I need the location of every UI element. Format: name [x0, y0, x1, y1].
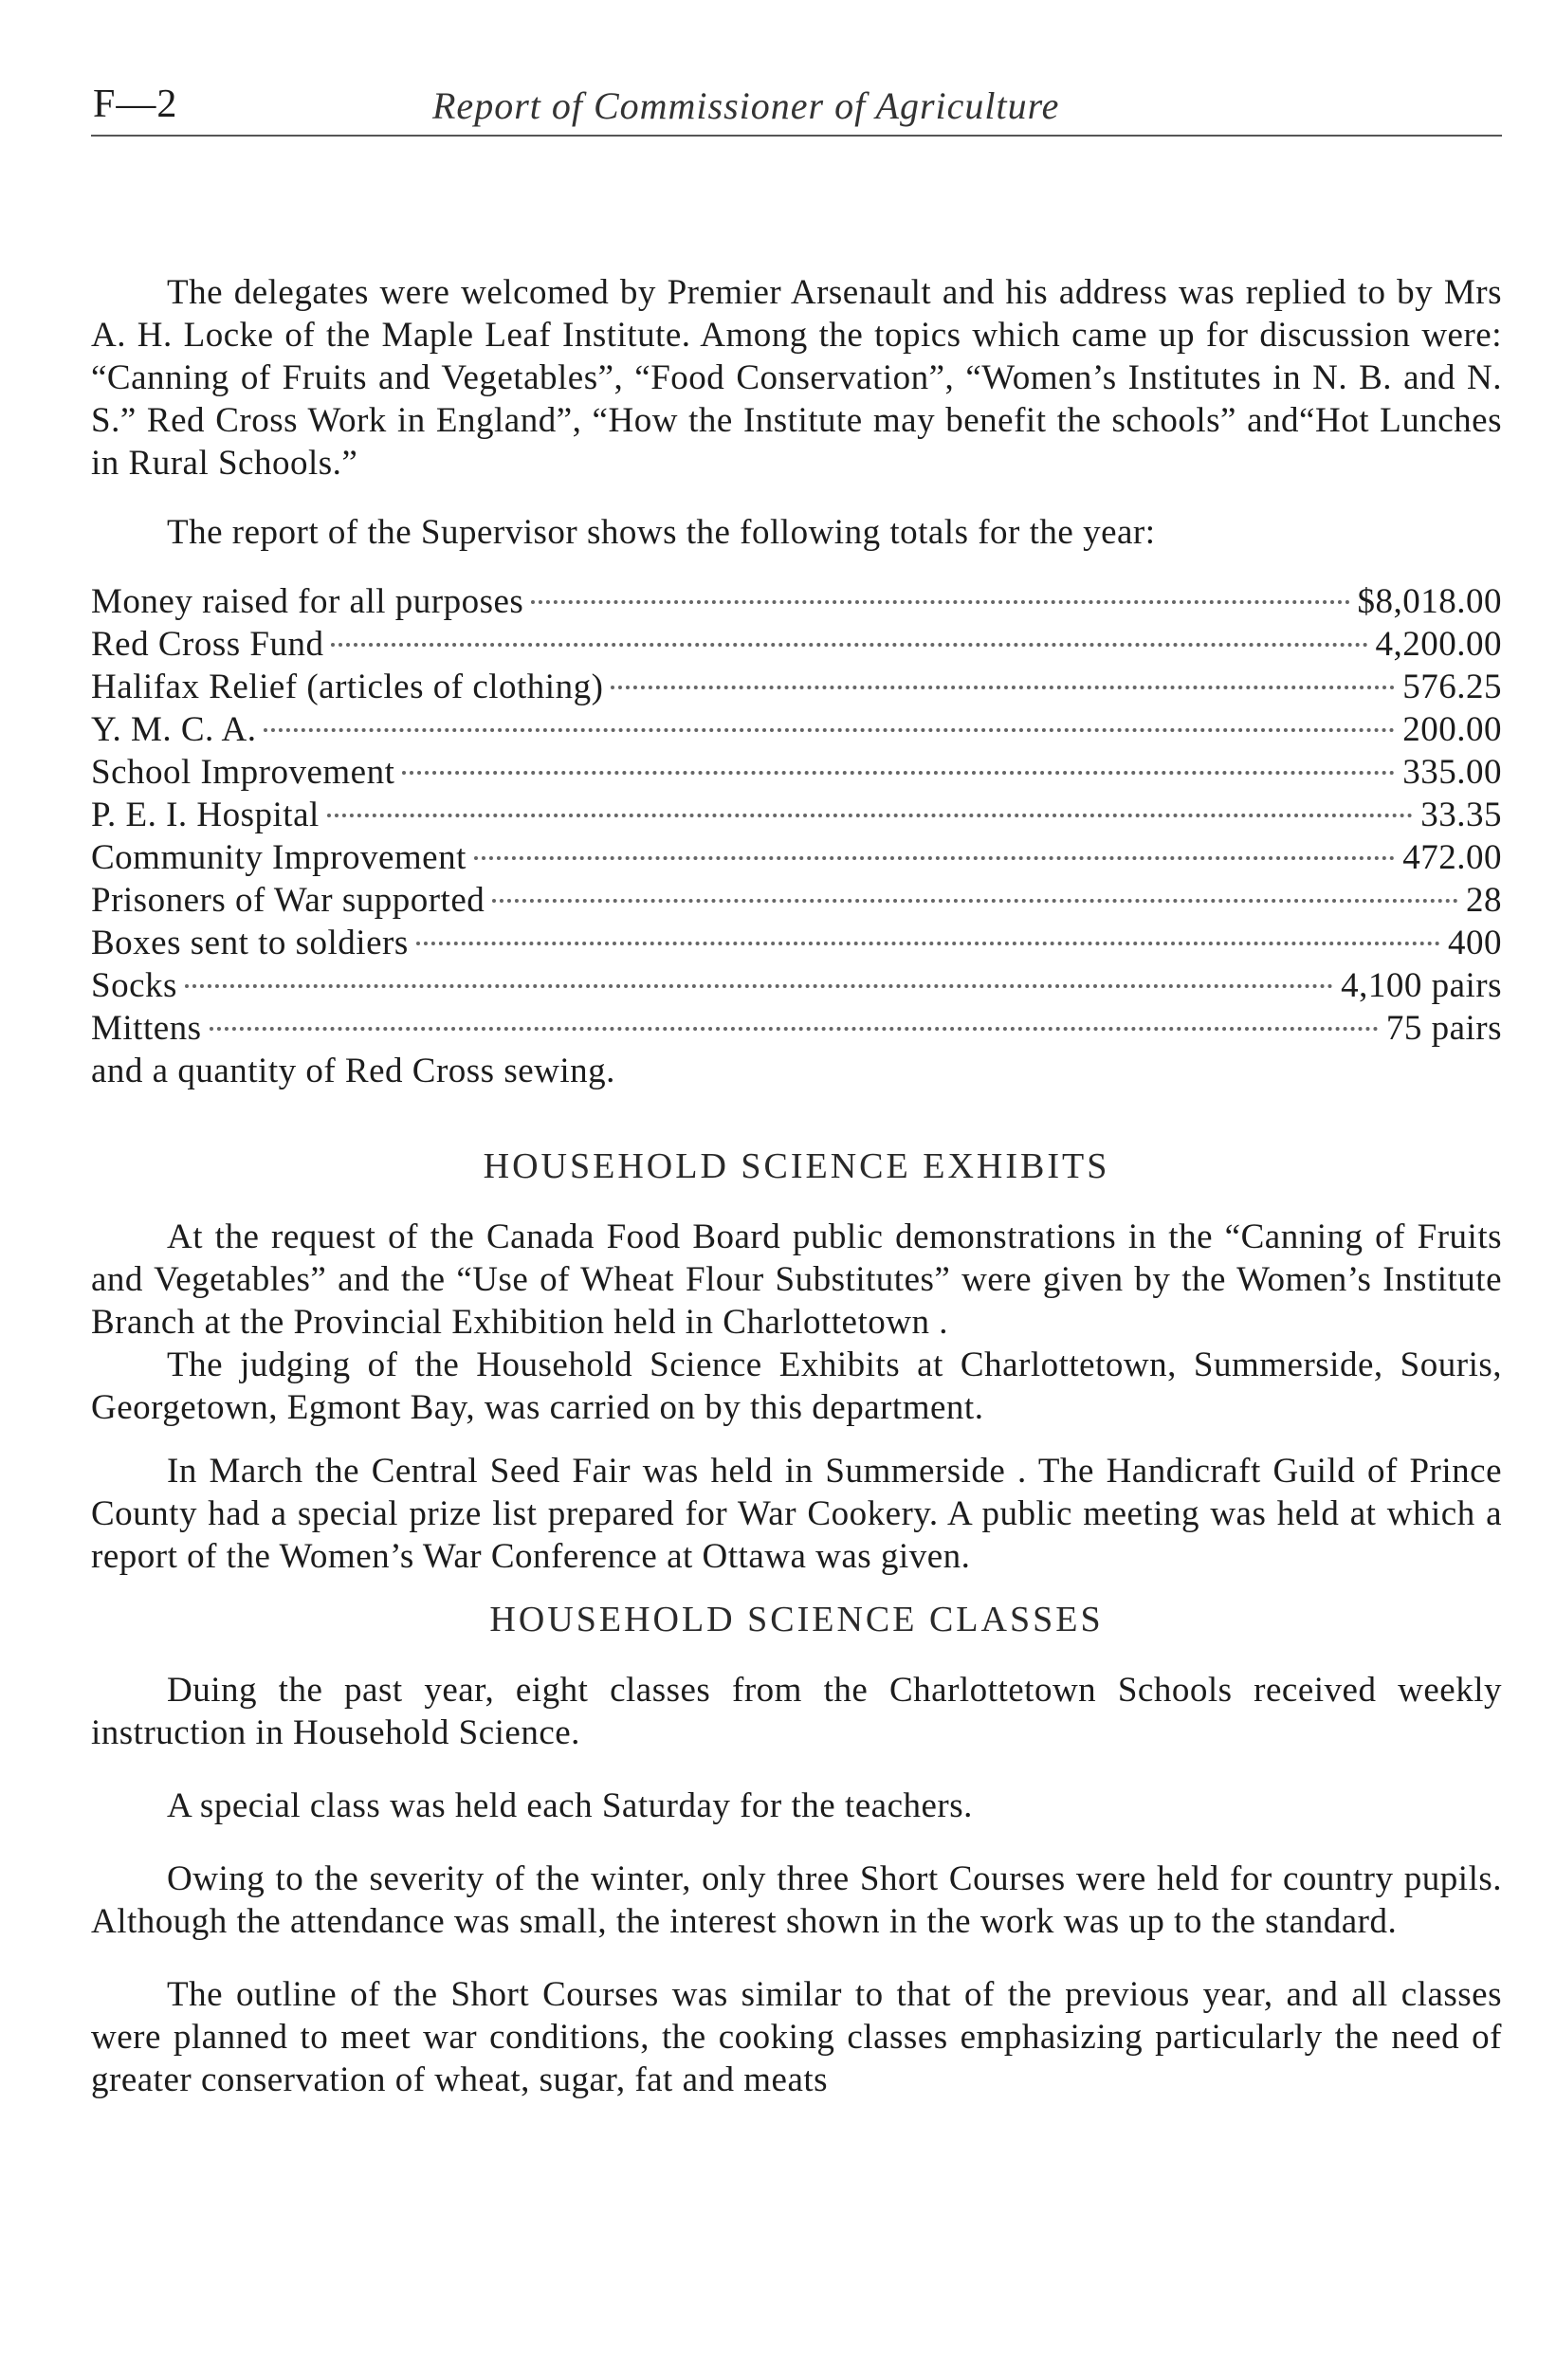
totals-label: Mittens	[91, 1009, 202, 1048]
totals-row	[91, 922, 1502, 964]
dot-leader	[185, 984, 1333, 988]
exhibits-paragraph: The judging of the Household Science Exhibits at Charlottetown, Summerside, Souris, Georgetown, Egmont Bay, was carried on by this department.	[91, 1346, 1502, 1427]
totals-row	[91, 1007, 1502, 1050]
totals-row	[91, 836, 1502, 879]
document-page	[91, 76, 1502, 2101]
totals-value: $8,018.00	[1357, 582, 1502, 621]
dot-leader	[474, 856, 1395, 860]
totals-value: 4,200.00	[1375, 625, 1502, 664]
supervisor-intro: The report of the Supervisor shows the following totals for the year:	[167, 513, 1156, 552]
totals-label: Y. M. C. A.	[91, 710, 257, 749]
dot-leader	[264, 728, 1395, 732]
totals-value: 576.25	[1402, 668, 1502, 706]
running-title: Report of Commissioner of Agriculture	[432, 84, 1060, 127]
section-heading-exhibits: HOUSEHOLD SCIENCE EXHIBITS	[483, 1146, 1110, 1186]
totals-label: Boxes sent to soldiers	[91, 924, 409, 962]
totals-footer: and a quantity of Red Cross sewing.	[91, 1052, 615, 1090]
totals-label: Money raised for all purposes	[91, 582, 524, 621]
totals-label: School Improvement	[91, 753, 395, 792]
classes-paragraph: Owing to the severity of the winter, only three Short Courses were held for country pupils. Although the attendance was small, the interest shown in the work was up to the standard.	[91, 1859, 1502, 1941]
classes-paragraph: The outline of the Short Courses was similar to that of the previous year, and all classes were planned to meet war conditions, the cooking classes emphasizing particularly the need of greater conservation of wheat, sugar, fat and meats	[91, 1975, 1502, 2099]
dot-leader	[531, 600, 1349, 604]
section-heading-classes: HOUSEHOLD SCIENCE CLASSES	[489, 1600, 1104, 1639]
totals-value: 4,100 pairs	[1341, 966, 1502, 1005]
totals-value: 75 pairs	[1385, 1009, 1502, 1048]
intro-paragraph: The delegates were welcomed by Premier Arsenault and his address was replied to by Mrs A. H. Locke of the Maple Leaf Institute. Among the topics which came up for discussion were: “Canning of Fruits and Vegetables”, “Food Conservation”, “Women’s Institutes in N. B. and N. S.” Red Cross Work in England”, “How the Institute may benefit the schools” and“Hot Lunches in Rural Schools.”	[91, 273, 1502, 483]
totals-label: Socks	[91, 966, 177, 1005]
dot-leader	[492, 899, 1458, 903]
totals-row	[91, 879, 1502, 922]
totals-row	[91, 751, 1502, 794]
totals-label: Halifax Relief (articles of clothing)	[91, 668, 604, 706]
dot-leader	[611, 686, 1395, 689]
page-header	[91, 76, 1502, 137]
totals-value: 472.00	[1402, 838, 1502, 877]
totals-row	[91, 666, 1502, 708]
totals-value: 335.00	[1402, 753, 1502, 792]
totals-value: 200.00	[1402, 710, 1502, 749]
dot-leader	[331, 643, 1367, 647]
totals-row	[91, 708, 1502, 751]
totals-label: Community Improvement	[91, 838, 467, 877]
totals-list	[91, 580, 1502, 1050]
classes-paragraph: Duing the past year, eight classes from the Charlottetown Schools received weekly instruction in Household Science.	[91, 1671, 1502, 1752]
page-number: F—2	[93, 82, 178, 126]
dot-leader	[210, 1027, 1379, 1031]
exhibits-paragraph: In March the Central Seed Fair was held in Summerside . The Handicraft Guild of Prince County had a special prize list prepared for War Cookery. A public meeting was held at which a report of the Women’s War Conference at Ottawa was given.	[91, 1452, 1502, 1576]
totals-row	[91, 794, 1502, 836]
classes-paragraph: A special class was held each Saturday for the teachers.	[167, 1786, 973, 1825]
totals-row	[91, 964, 1502, 1007]
totals-label: P. E. I. Hospital	[91, 796, 320, 834]
totals-row	[91, 623, 1502, 666]
exhibits-paragraph: At the request of the Canada Food Board public demonstrations in the “Canning of Fruits and Vegetables” and the “Use of Wheat Flour Substitutes” were given by the Women’s Institute Branch at the Provincial Exhibition held in Charlottetown .	[91, 1217, 1502, 1342]
dot-leader	[402, 771, 1395, 775]
totals-value: 33.35	[1420, 796, 1502, 834]
totals-value: 400	[1448, 924, 1502, 962]
dot-leader	[416, 942, 1440, 945]
totals-label: Prisoners of War supported	[91, 881, 485, 920]
totals-value: 28	[1466, 881, 1502, 920]
totals-label: Red Cross Fund	[91, 625, 324, 664]
dot-leader	[327, 814, 1413, 817]
totals-row	[91, 580, 1502, 623]
